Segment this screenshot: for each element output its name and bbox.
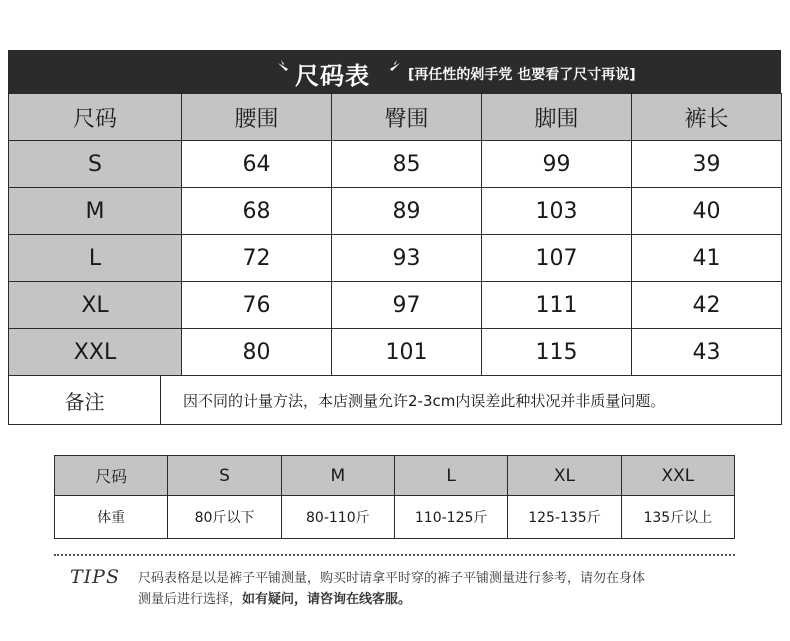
table-row	[9, 329, 782, 376]
weight-value-xxl: 135斤以上	[621, 496, 734, 539]
column-header-hip: 臀围	[332, 94, 482, 141]
ankle-value: 103	[482, 188, 632, 235]
table-row	[9, 282, 782, 329]
weight-value-s: 80斤以下	[168, 496, 281, 539]
tips-text-line-2-emphasis: 如有疑问，请咨询在线客服。	[242, 592, 412, 607]
sparkle-right-icon	[388, 59, 402, 73]
weight-value-xl: 125-135斤	[508, 496, 621, 539]
size-label: L	[9, 235, 182, 282]
note-text: 因不同的计量方法，本店测量允许2-3cm内误差此种状况并非质量问题。	[161, 376, 782, 425]
page-subtitle: [再任性的剁手党 也要看了尺寸再说]	[408, 67, 636, 83]
waist-value: 72	[182, 235, 332, 282]
weight-header-l: L	[394, 456, 507, 496]
note-row	[9, 376, 782, 425]
hip-value: 89	[332, 188, 482, 235]
column-header-length: 裤长	[632, 94, 782, 141]
waist-value: 64	[182, 141, 332, 188]
ankle-value: 111	[482, 282, 632, 329]
size-label: XL	[9, 282, 182, 329]
hip-value: 93	[332, 235, 482, 282]
hip-value: 101	[332, 329, 482, 376]
size-table	[8, 93, 782, 425]
size-chart-header	[8, 50, 781, 93]
column-header-size: 尺码	[9, 94, 182, 141]
weight-label: 体重	[55, 496, 168, 539]
length-value: 42	[632, 282, 782, 329]
tips-text-line-1: 尺码表格是以是裤子平铺测量，购买时请拿平时穿的裤子平铺测量进行参考，请勿在身体	[138, 571, 646, 586]
table-row	[9, 141, 782, 188]
dotted-divider	[54, 554, 735, 556]
weight-value-m: 80-110斤	[281, 496, 394, 539]
size-label: M	[9, 188, 182, 235]
hip-value: 85	[332, 141, 482, 188]
size-label: XXL	[9, 329, 182, 376]
weight-header-size: 尺码	[55, 456, 168, 496]
tips-text-line-2	[138, 588, 411, 607]
page-title: 尺码表	[295, 62, 370, 90]
length-value: 40	[632, 188, 782, 235]
hip-value: 97	[332, 282, 482, 329]
column-header-waist: 腰围	[182, 94, 332, 141]
length-value: 41	[632, 235, 782, 282]
length-value: 39	[632, 141, 782, 188]
ankle-value: 115	[482, 329, 632, 376]
waist-value: 68	[182, 188, 332, 235]
weight-header-xxl: XXL	[621, 456, 734, 496]
ankle-value: 107	[482, 235, 632, 282]
weight-table	[54, 455, 735, 539]
weight-header-xl: XL	[508, 456, 621, 496]
table-row	[9, 235, 782, 282]
table-row	[9, 188, 782, 235]
size-table-header-row	[9, 94, 782, 141]
column-header-ankle: 脚围	[482, 94, 632, 141]
tips-label: TIPS	[70, 566, 120, 588]
length-value: 43	[632, 329, 782, 376]
tips-text-line-2-prefix: 测量后进行选择，	[138, 592, 243, 607]
note-label: 备注	[9, 376, 161, 425]
weight-table-value-row	[55, 496, 735, 539]
ankle-value: 99	[482, 141, 632, 188]
weight-header-s: S	[168, 456, 281, 496]
size-label: S	[9, 141, 182, 188]
waist-value: 80	[182, 329, 332, 376]
sparkle-left-icon	[276, 59, 290, 73]
weight-table-header-row	[55, 456, 735, 496]
weight-header-m: M	[281, 456, 394, 496]
waist-value: 76	[182, 282, 332, 329]
weight-value-l: 110-125斤	[394, 496, 507, 539]
